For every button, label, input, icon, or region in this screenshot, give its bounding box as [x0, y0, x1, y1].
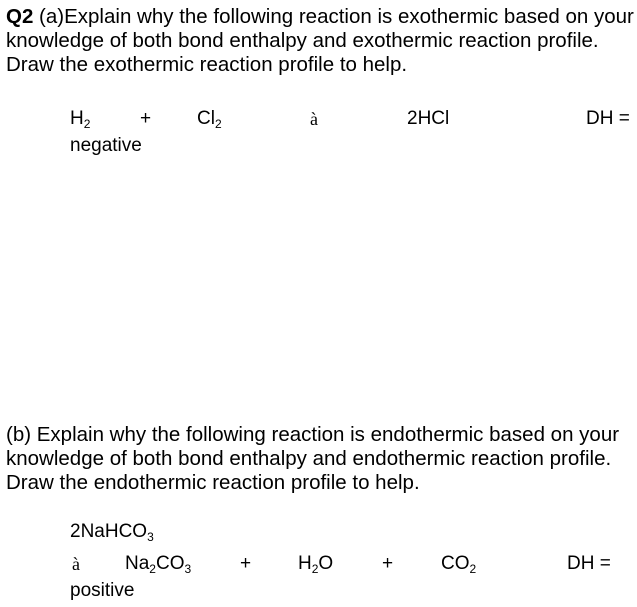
reactant-h2: $H_2$	[70, 108, 91, 131]
plus-sign: +	[382, 553, 394, 574]
delta-h-label: DH =	[586, 108, 630, 129]
delta-h-value: negative	[70, 135, 142, 156]
plus-sign: +	[240, 553, 252, 574]
question-number: Q2	[6, 5, 34, 28]
plus-sign: +	[140, 108, 152, 129]
reaction-arrow: à	[310, 109, 318, 129]
reactant-cl2: $Cl_2$	[197, 108, 222, 131]
question-b-text: (b) Explain why the following reaction is endothermic based on your knowledge of both bond enthalpy and endothermic reaction profile. Draw the endothermic reaction profile to help.	[6, 423, 620, 494]
reactant-nahco3: 2NaHCO$_3$	[70, 521, 154, 544]
product-na2co3: $Na_2CO_3$	[125, 553, 192, 576]
delta-h-label: DH =	[567, 553, 611, 574]
reaction-arrow: à	[72, 554, 80, 574]
product-hcl: 2HCl	[407, 108, 450, 129]
question-a-text	[6, 5, 634, 77]
question-a-body: (a)Explain why the following reaction is exothermic based on your knowledge of both bond enthalpy and exothermic reaction profile. Draw the exothermic reaction profile to help.	[6, 5, 634, 76]
product-h2o: $H_2O$	[298, 553, 334, 576]
product-co2: $CO_2$	[441, 553, 477, 576]
delta-h-value: positive	[70, 580, 135, 601]
